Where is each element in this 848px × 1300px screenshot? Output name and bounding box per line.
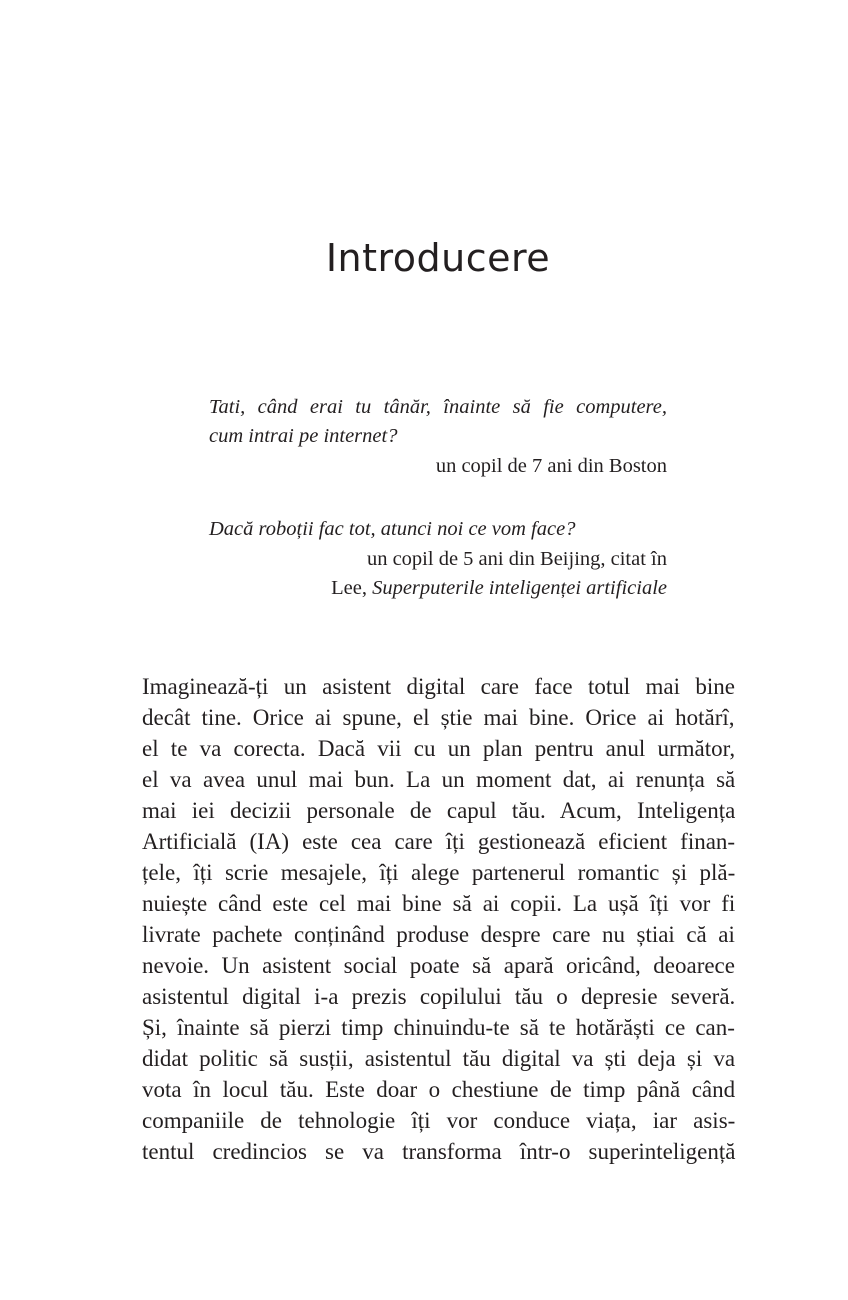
attribution-line: [209, 574, 667, 603]
body-line: țele, îți scrie mesajele, îți alege partenerul romantic și plă-: [142, 860, 736, 885]
body-line: Imaginează-ți un asistent digital care face totul mai bine: [142, 674, 736, 699]
body-paragraph: [142, 671, 735, 1167]
body-line: decât tine. Orice ai spune, el știe mai bine. Orice ai hotărî,: [142, 705, 735, 730]
body-line: el va avea unul mai bun. La un moment dat, ai renunța să: [142, 767, 736, 792]
epigraph-quote: [209, 393, 667, 451]
body-line: vota în locul tău. Este doar o chestiune de timp până când: [142, 1077, 736, 1102]
body-line: nevoie. Un asistent social poate să apară oricând, deoarece: [142, 953, 735, 978]
attribution-text: Lee,: [331, 577, 373, 599]
quote-line: cum intrai pe internet?: [209, 425, 398, 447]
body-line: asistentul digital i-a prezis copilului tău o depresie severă.: [142, 984, 736, 1009]
epigraph: [209, 515, 667, 603]
body-line: companiile de tehnologie îți vor conduce viața, iar asis-: [142, 1108, 736, 1133]
body-line: tentul credincios se va transforma într-o superinteligență: [142, 1139, 736, 1164]
body-line: didat politic să susții, asistentul tău digital va ști deja și va: [142, 1046, 736, 1071]
attribution-text: un copil de 7 ani din Boston: [435, 455, 667, 477]
attribution-text: un copil de 5 ani din Beijing, citat în: [366, 548, 667, 570]
quote-line: Tati, când erai tu tânăr, înainte să fie computere,: [209, 396, 667, 418]
epigraph: [209, 393, 667, 481]
body-line: mai iei decizii personale de capul tău. Acum, Inteligența: [142, 798, 736, 823]
epigraph-attribution: [209, 545, 667, 603]
book-title: Superputerile inteligenței artificiale: [372, 577, 667, 599]
body-line: livrate pachete conținând produse despre care nu știai că ai: [142, 922, 735, 947]
body-line: Și, înainte să pierzi timp chinuindu-te să te hotărăști ce can-: [142, 1015, 735, 1040]
epigraph-quote: [209, 515, 667, 544]
body-line: Artificială (IA) este cea care îți gestionează eficient finan-: [142, 829, 736, 854]
chapter-title: Introducere: [325, 236, 551, 280]
quote-line: Dacă roboții fac tot, atunci noi ce vom face?: [209, 518, 576, 540]
body-line: nuiește când este cel mai bine să ai copii. La ușă îți vor fi: [142, 891, 736, 916]
epigraph-attribution: [209, 452, 667, 481]
body-line: el te va corecta. Dacă vii cu un plan pentru anul următor,: [142, 736, 736, 761]
